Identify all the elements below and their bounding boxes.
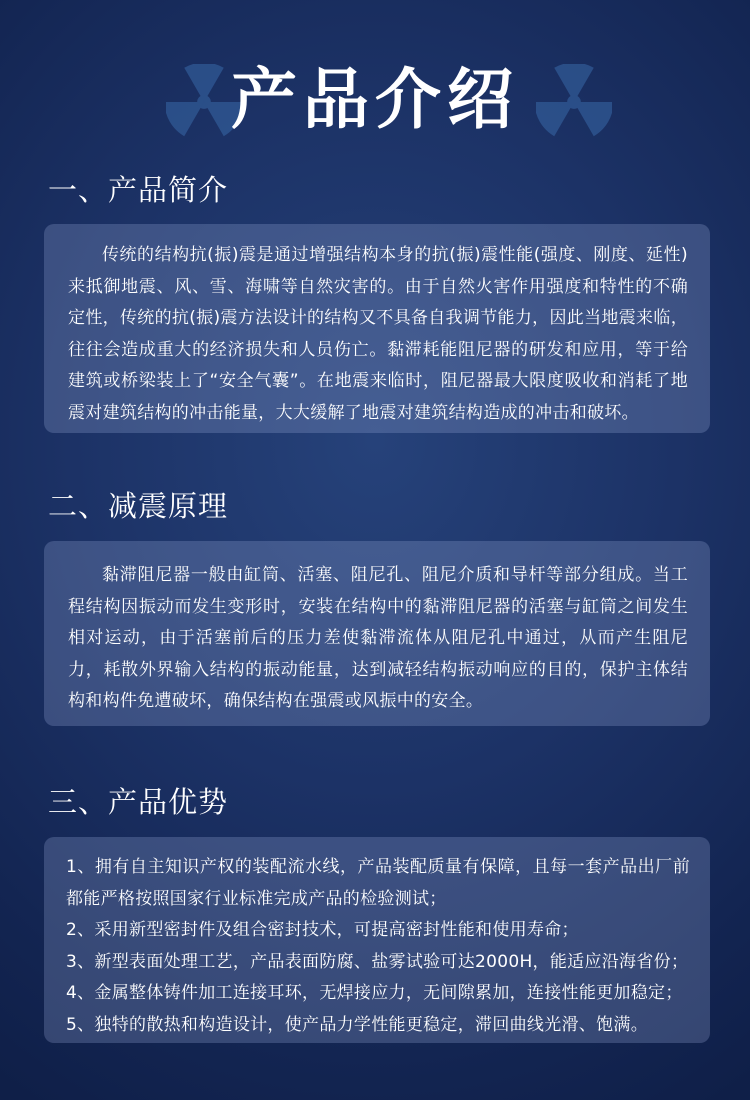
- list-item: 3、新型表面处理工艺，产品表面防腐、盐雾试验可达2000H，能适应沿海省份；: [66, 951, 689, 972]
- section-heading-intro: 一、产品简介: [48, 173, 229, 207]
- advantages-card: [44, 837, 710, 1043]
- list-item: 2、采用新型密封件及组合密封技术，可提高密封性能和使用寿命；: [66, 920, 579, 940]
- principle-text: 黏滞阻尼器一般由缸筒、活塞、阻尼孔、阻尼介质和导杆等部分组成。当工程结构因振动而发生变形时，安装在结构中的黏滞阻尼器的活塞与缸筒之间发生相对运动，由于活塞前后的压力差使黏滞流体从阻尼孔中通过，从而产生阻尼力，耗散外界输入结构的振动能量，达到减轻结构振动响应的目的，保护主体结构和构件免遭破坏，确保结构在强震或风振中的安全。: [68, 565, 688, 711]
- principle-card: [44, 541, 710, 726]
- advantages-list: [66, 852, 690, 1041]
- list-item: 5、独特的散热和构造设计，使产品力学性能更稳定，滞回曲线光滑、饱满。: [66, 1014, 649, 1035]
- page-title: 产品介绍: [231, 61, 519, 138]
- intro-card: [44, 224, 710, 433]
- intro-text: 传统的结构抗(振)震是通过增强结构本身的抗(振)震性能(强度、刚度、延性)来抵御地震、风、雪、海啸等自然灾害的。由于自然火害作用强度和特性的不确定性，传统的抗(振)震方法设计的结构又不具备自我调节能力，因此当地震来临，往往会造成重大的经济损失和人员伤亡。黏滞耗能阻尼器的研发和应用，等于给建筑或桥梁装上了“安全气囊”。在地震来临时，阻尼器最大限度吸收和消耗了地震对建筑结构的冲击能量，大大缓解了地震对建筑结构造成的冲击和破坏。: [68, 245, 688, 423]
- list-item: 1、拥有自主知识产权的装配流水线，产品装配质量有保障，且每一套产品出厂前都能严格按照国家行业标准完成产品的检验测试；: [66, 857, 690, 909]
- list-item: 4、金属整体铸件加工连接耳环，无焊接应力，无间隙累加，连接性能更加稳定；: [66, 983, 683, 1003]
- section-heading-advantages: 三、产品优势: [48, 785, 229, 819]
- section-heading-principle: 二、减震原理: [48, 489, 229, 523]
